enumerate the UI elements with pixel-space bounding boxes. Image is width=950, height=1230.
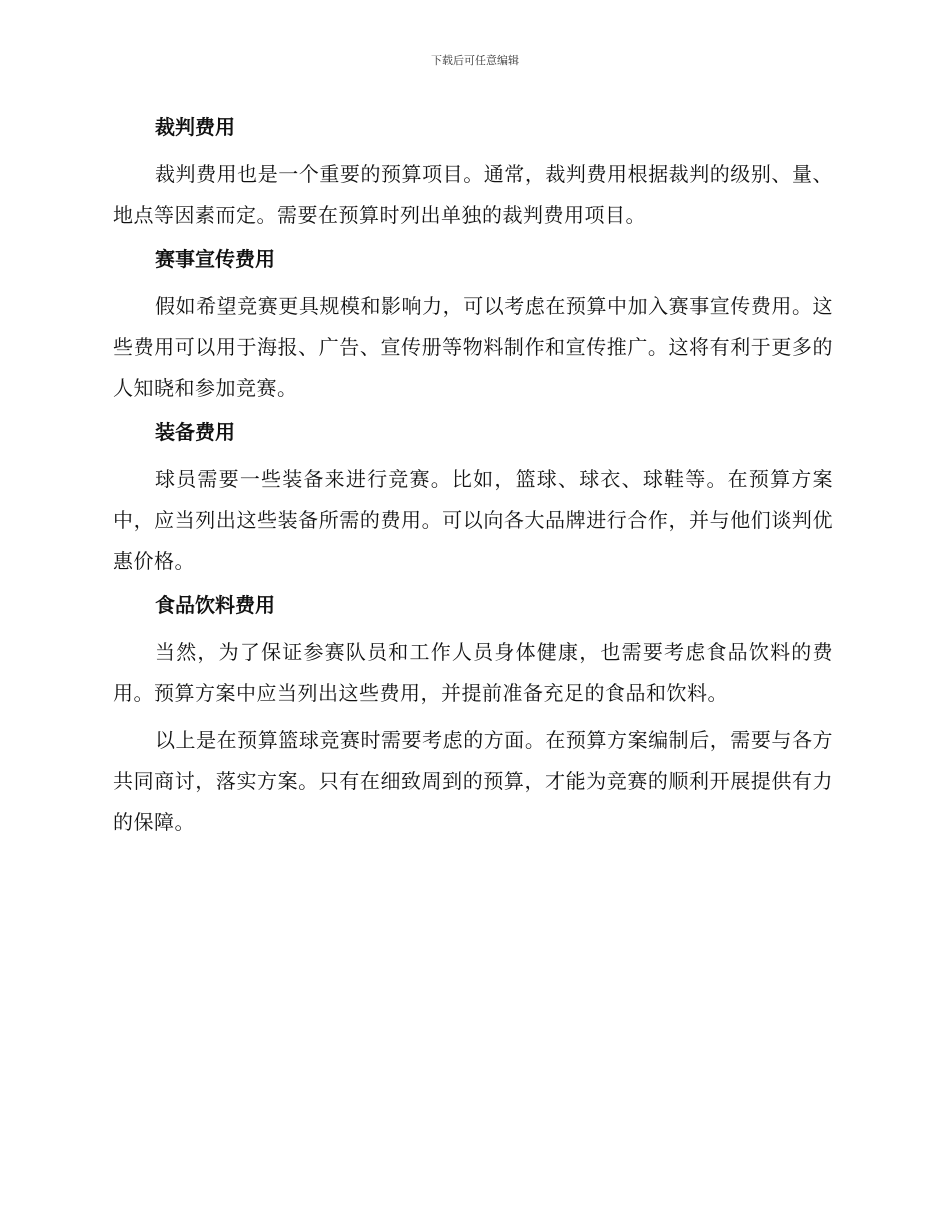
section-paragraph-promotion: 假如希望竞赛更具规模和影响力，可以考虑在预算中加入赛事宣传费用。这些费用可以用于海报、广告、宣传册等物料制作和宣传推广。这将有利于更多的人知晓和参加竞赛。 xyxy=(113,294,833,400)
section-heading-referee: 裁判费用 xyxy=(155,115,235,139)
section-heading-equipment: 装备费用 xyxy=(155,420,235,444)
section-paragraph-equipment: 球员需要一些装备来进行竞赛。比如，篮球、球衣、球鞋等。在预算方案中，应当列出这些装备所需的费用。可以向各大品牌进行合作，并与他们谈判优惠价格。 xyxy=(113,467,833,573)
section-paragraph-food-drink: 当然，为了保证参赛队员和工作人员身体健康，也需要考虑食品饮料的费用。预算方案中应当列出这些费用，并提前准备充足的食品和饮料。 xyxy=(113,640,833,705)
section-paragraph-referee: 裁判费用也是一个重要的预算项目。通常，裁判费用根据裁判的级别、量、地点等因素而定。需要在预算时列出单独的裁判费用项目。 xyxy=(113,162,833,227)
page-header: 下载后可任意编辑 xyxy=(431,54,519,67)
section-heading-food-drink: 食品饮料费用 xyxy=(155,593,275,617)
document-body xyxy=(113,110,833,843)
conclusion-paragraph: 以上是在预算篮球竞赛时需要考虑的方面。在预算方案编制后，需要与各方共同商讨，落实方案。只有在细致周到的预算，才能为竞赛的顺利开展提供有力的保障。 xyxy=(113,728,833,834)
section-heading-promotion: 赛事宣传费用 xyxy=(155,247,275,271)
